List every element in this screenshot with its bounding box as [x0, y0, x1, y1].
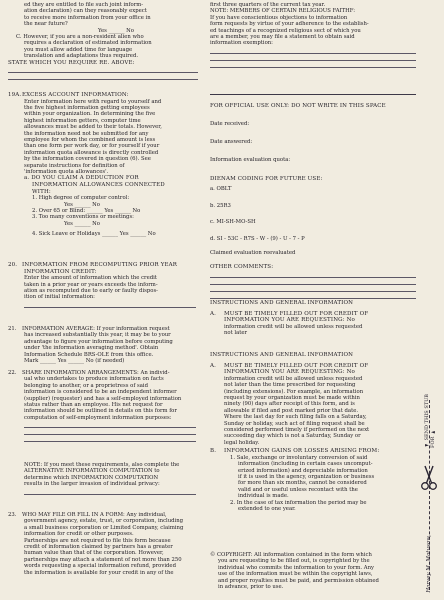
code-b: b. 25R3: [210, 202, 231, 209]
official-use-box: [210, 103, 416, 299]
yes-no-field[interactable]: 2. Over 65 or Blind: ______ Yes ______ No: [32, 208, 141, 215]
c-paragraph-line: you must allow added time for language: [24, 46, 133, 53]
body-line: ninety (90) days after receipt of this form, and is: [224, 401, 355, 408]
question-line: INFORMATION ALLOWANCES CONNECTED: [32, 182, 165, 189]
body-line: allowable if filed and post marked prior that date.: [224, 407, 359, 414]
body-line: status rather than an employee. His net request for: [24, 402, 163, 409]
body-line: than one form per work day, or for yourself if your: [24, 143, 160, 150]
answer-line[interactable]: [8, 79, 198, 80]
section-number: 20.: [8, 262, 18, 268]
body-line: If you have conscientious objections to information: [210, 14, 348, 21]
date-answered-label: Date answered:: [210, 139, 253, 145]
body-line: government agency, estate, trust, or corporation, including: [24, 518, 184, 525]
body-line: Partnerships are not required to file this form because: [24, 537, 171, 544]
yes-no-field[interactable]: Yes ______ No: [64, 220, 100, 227]
code-a: a. OBLT: [210, 186, 232, 193]
answer-line[interactable]: [210, 53, 416, 54]
body-line: information credit will be allowed unless requested: [224, 323, 363, 330]
signature: Harvey M. Matusow,: [426, 535, 432, 593]
note-line: NOTE: If you meet these requirements, also complete the: [24, 462, 180, 468]
list-item: individual is made.: [238, 493, 289, 500]
body-line: SHARE INFORMATION ARRANGEMENTS: An individ-: [22, 370, 170, 376]
body-line: not later than the time prescribed for requesting: [224, 382, 356, 389]
body-line: legal holiday.: [224, 439, 260, 446]
intro-line: ed they are entitled to file such joint inform-: [24, 2, 144, 8]
body-line: the five highest information getting employees: [24, 105, 150, 111]
yes-no-field[interactable]: Yes ______ No: [64, 201, 100, 208]
body-line: words requesting a special information refund, provided: [24, 563, 176, 570]
code-c: c. MI-SH-MO-SH: [210, 219, 256, 226]
list-item: if it is used in the agency, organization or business: [238, 474, 375, 481]
section-number: 23.: [8, 512, 17, 518]
other-comments-label: OTHER COMMENTS:: [210, 264, 274, 271]
list-item: erized information) and depreciable information: [238, 467, 368, 474]
body-line: the information is available for your credit in any of the: [24, 569, 174, 576]
intro-line: the near future?: [24, 21, 68, 28]
list-item: for more than six months, cannot be considered: [238, 480, 367, 487]
comment-line[interactable]: [210, 284, 416, 285]
note-line: results in the larger invasion of individual privacy:: [24, 481, 160, 488]
body-line: Sunday or holiday, such act of filing request shall be: [224, 420, 365, 427]
answer-line[interactable]: [210, 67, 416, 68]
body-line: not later: [224, 330, 248, 337]
answer-line[interactable]: [24, 494, 196, 495]
section-number: 22.: [8, 370, 17, 376]
body-line: within your organization. In determining the five: [24, 111, 156, 118]
body-line: information is considered to be an independent informer: [24, 389, 177, 396]
body-line: partnerships may attach a statement of not more than 250: [24, 556, 182, 563]
yes-no-field[interactable]: 4. Sick Leave or Holidays ______ Yes ______ No: [32, 231, 156, 238]
copyright-line: and proper royalties must be paid, and permission obtained: [218, 577, 379, 584]
body-line: information quota allowance is directly controlled: [24, 149, 159, 156]
section-22: [8, 370, 198, 442]
question-line: a. DO YOU CLAIM A DEDUCTION FOR: [24, 175, 139, 182]
instructions-block-1: [210, 300, 416, 337]
comment-line[interactable]: [210, 277, 416, 278]
official-use-header: FOR OFFICIAL USE ONLY: DO NOT WRITE IN THIS SPACE: [210, 103, 386, 109]
list-item: information (including in certain cases uncomput-: [238, 461, 373, 468]
state-require-label: STATE WHICH YOU REQUIRE RE. ABOVE:: [8, 59, 135, 66]
instructions-title: INSTRUCTIONS AND GENERAL INFORMATION: [210, 300, 354, 306]
body-line: credit of information claimed by partners has a greater: [24, 544, 173, 551]
section-19a: [8, 92, 198, 238]
comment-line[interactable]: [210, 291, 416, 292]
section-number: 21.: [8, 326, 17, 332]
body-line: ual who undertakes to produce information on facts: [24, 376, 164, 383]
item-heading: INFORMATION YOU ARE REQUESTING: No: [224, 317, 356, 324]
body-line: by the information covered in question (6). See: [24, 156, 151, 163]
item-heading: MUST BE TIMELY FILLED OUT FOR CREDIT OF: [224, 362, 369, 369]
body-line: information credit will be allowed unless requested: [224, 375, 363, 382]
instructions-title: INSTRUCTIONS AND GENERAL INFORMATION: [210, 352, 354, 358]
body-line: are a member, you may file a statement to obtain said: [210, 34, 355, 41]
copyright-notice: [210, 552, 416, 590]
body-line: ition of initial information:: [24, 294, 95, 301]
section-20: [8, 262, 198, 308]
copyright-line: use of the information must be within the copyright laws,: [218, 571, 373, 578]
copyright-line: in advance, prior to use.: [218, 584, 284, 591]
intro-yes-no[interactable]: Yes ______ No: [98, 27, 134, 34]
body-line: separate instructions for definition of: [24, 162, 125, 169]
section-title: INFORMATION CREDIT:: [24, 268, 97, 275]
scissors-icon: [420, 465, 438, 491]
item-heading: INFORMATION GAINS OR LOSSES ARISING FROM:: [224, 448, 380, 455]
section-title: INFORMATION FROM RECOMPUTING PRIOR YEAR: [22, 262, 178, 268]
list-item: 1. Sale, exchange or involuntary conversion of said: [230, 454, 368, 461]
body-line: form requests by virtue of your adherence to the establish-: [210, 21, 369, 28]
body-line: (supplier) (requester) and has a self-employed information: [24, 395, 182, 402]
option-line: 3. Too many conventions or meetings:: [32, 214, 134, 221]
body-line: first three quarters of the current tax year.: [210, 2, 326, 8]
item-label: A.: [210, 362, 217, 369]
c-paragraph-line: translation and adaptations thus required.: [24, 53, 139, 60]
comment-line[interactable]: [210, 298, 416, 299]
body-line: allowances must be added to their totals. However,: [24, 124, 162, 131]
body-line: Information Schedule BRS-OLE from this office.: [24, 351, 154, 358]
body-line: ation as recomputed due to early or faulty dispos-: [24, 288, 158, 294]
c-paragraph-line: C. However, if you are a non-resident alien who: [16, 34, 144, 41]
answer-line[interactable]: [24, 427, 196, 428]
intro-continuation: [8, 2, 198, 80]
answer-line[interactable]: [24, 307, 196, 308]
copyright-line: individual who commits the information to your form. Any: [218, 564, 375, 571]
list-item: valid and or useful unless recontact with the: [238, 486, 358, 493]
body-line: advantage to figure your information before computing: [24, 338, 173, 345]
body-line: considered performed timely if performed on the next: [224, 427, 370, 434]
body-line: succeeding day which is not a Saturday, Sunday or: [224, 433, 361, 440]
option-line: 1. High degree of computer control:: [32, 195, 130, 202]
body-line: WHO MAY FILE OR FILL IN A FORM: Any individual,: [22, 512, 167, 518]
item-label: B.: [210, 448, 217, 455]
body-line: employee for whom the combined amount is less: [24, 137, 156, 144]
body-line: information for credit or other purposes.: [24, 531, 134, 538]
body-line: (including extensions). For example, an information: [224, 388, 364, 395]
body-line: NOTE: MEMBERS OF CERTAIN RELIGIOUS FAITHF:: [210, 8, 356, 15]
body-line: information exemption:: [210, 40, 273, 47]
body-line: Where the last day for such filing falls on a Saturday,: [224, 414, 367, 421]
evaluation-quota-label: Information evaluation quota:: [210, 157, 291, 164]
section-21: [8, 326, 198, 364]
body-line: computation of self-employment information purposes:: [24, 414, 172, 421]
yes-no-field[interactable]: Mark ______ Yes ______ No (if needed): [24, 358, 125, 365]
section-divider: [210, 94, 416, 95]
copyright-line: © COPYRIGHT: All information contained in the form which: [210, 552, 372, 558]
body-line: has increased substantially this year, it may be to your: [24, 332, 171, 339]
intro-line: ation declaration) can they reasonably expect: [24, 8, 147, 15]
item-label: A.: [210, 310, 217, 317]
body-line: information should be outlined in details on this form for: [24, 408, 177, 415]
body-line: 'information quota allowances'.: [24, 169, 109, 176]
note-line: determine which INFORMATION COMPUTATION: [24, 474, 159, 481]
instructions-block-2: [210, 352, 416, 513]
date-received-label: Date received:: [210, 120, 250, 127]
question-line: WITH:: [32, 188, 51, 195]
answer-line[interactable]: [210, 60, 416, 61]
body-line: highest information getters, computer time: [24, 117, 141, 124]
stub-side-text: ◄ SEND THIS STUB FOR ►: [424, 394, 436, 448]
section-23: [8, 512, 198, 576]
claimed-reevaluated-label: Claimed evaluation reevaluated: [210, 250, 296, 257]
answer-line[interactable]: [24, 441, 196, 442]
body-line: Enter the amount of information which the credit: [24, 275, 157, 282]
item-heading: MUST BE TIMELY FILLED OUT FOR CREDIT OF: [224, 310, 369, 317]
copyright-line: you are requesting to be filled out, is copyrighted by the: [218, 558, 370, 565]
c-paragraph-line: requires a declaration of estimated information: [24, 40, 152, 47]
body-line: human value than that of the corporation. However,: [24, 550, 164, 557]
list-item: extended to one year.: [238, 506, 296, 513]
section-title: EXCESS ACCOUNT INFORMATION:: [22, 92, 129, 98]
body-line: ed teachings of a recognized religious sect of which you: [210, 27, 361, 34]
answer-line[interactable]: [8, 72, 198, 73]
dienam-coding-label: DIENAM CODING FOR FUTURE USE:: [210, 175, 323, 182]
list-item: 2. In the case of tax information the period may be: [230, 499, 367, 506]
body-line: under 'the information averaging method'. Obtain: [24, 345, 159, 352]
body-line: INFORMATION AVERAGE: If your information request: [22, 326, 170, 332]
body-line: request by your organization must be made within: [224, 395, 360, 401]
item-heading: INFORMATION YOU ARE REQUESTING: No: [224, 369, 356, 376]
answer-line[interactable]: [24, 434, 196, 435]
intro-line: to receive more information from your office in: [24, 14, 151, 21]
religious-note: [210, 2, 416, 68]
body-line: a small business corporation or Limited Company, claiming: [24, 524, 184, 531]
body-line: the information need not be submitted for any: [24, 130, 149, 137]
section-number: 19A.: [8, 92, 22, 98]
body-line: Enter information here with regard to yourself and: [24, 98, 162, 105]
code-d: d. SI - 53C - R7S - W - (9) - U - 7 - P: [210, 235, 305, 242]
body-line: taken in a prior year or years exceeds the inform-: [24, 281, 158, 288]
note-block: [8, 462, 198, 495]
note-line: ALTERNATIVE INFORMATION COMPUTATION to: [24, 468, 160, 475]
body-line: belonging to another, or a proprietress of said: [24, 382, 148, 389]
